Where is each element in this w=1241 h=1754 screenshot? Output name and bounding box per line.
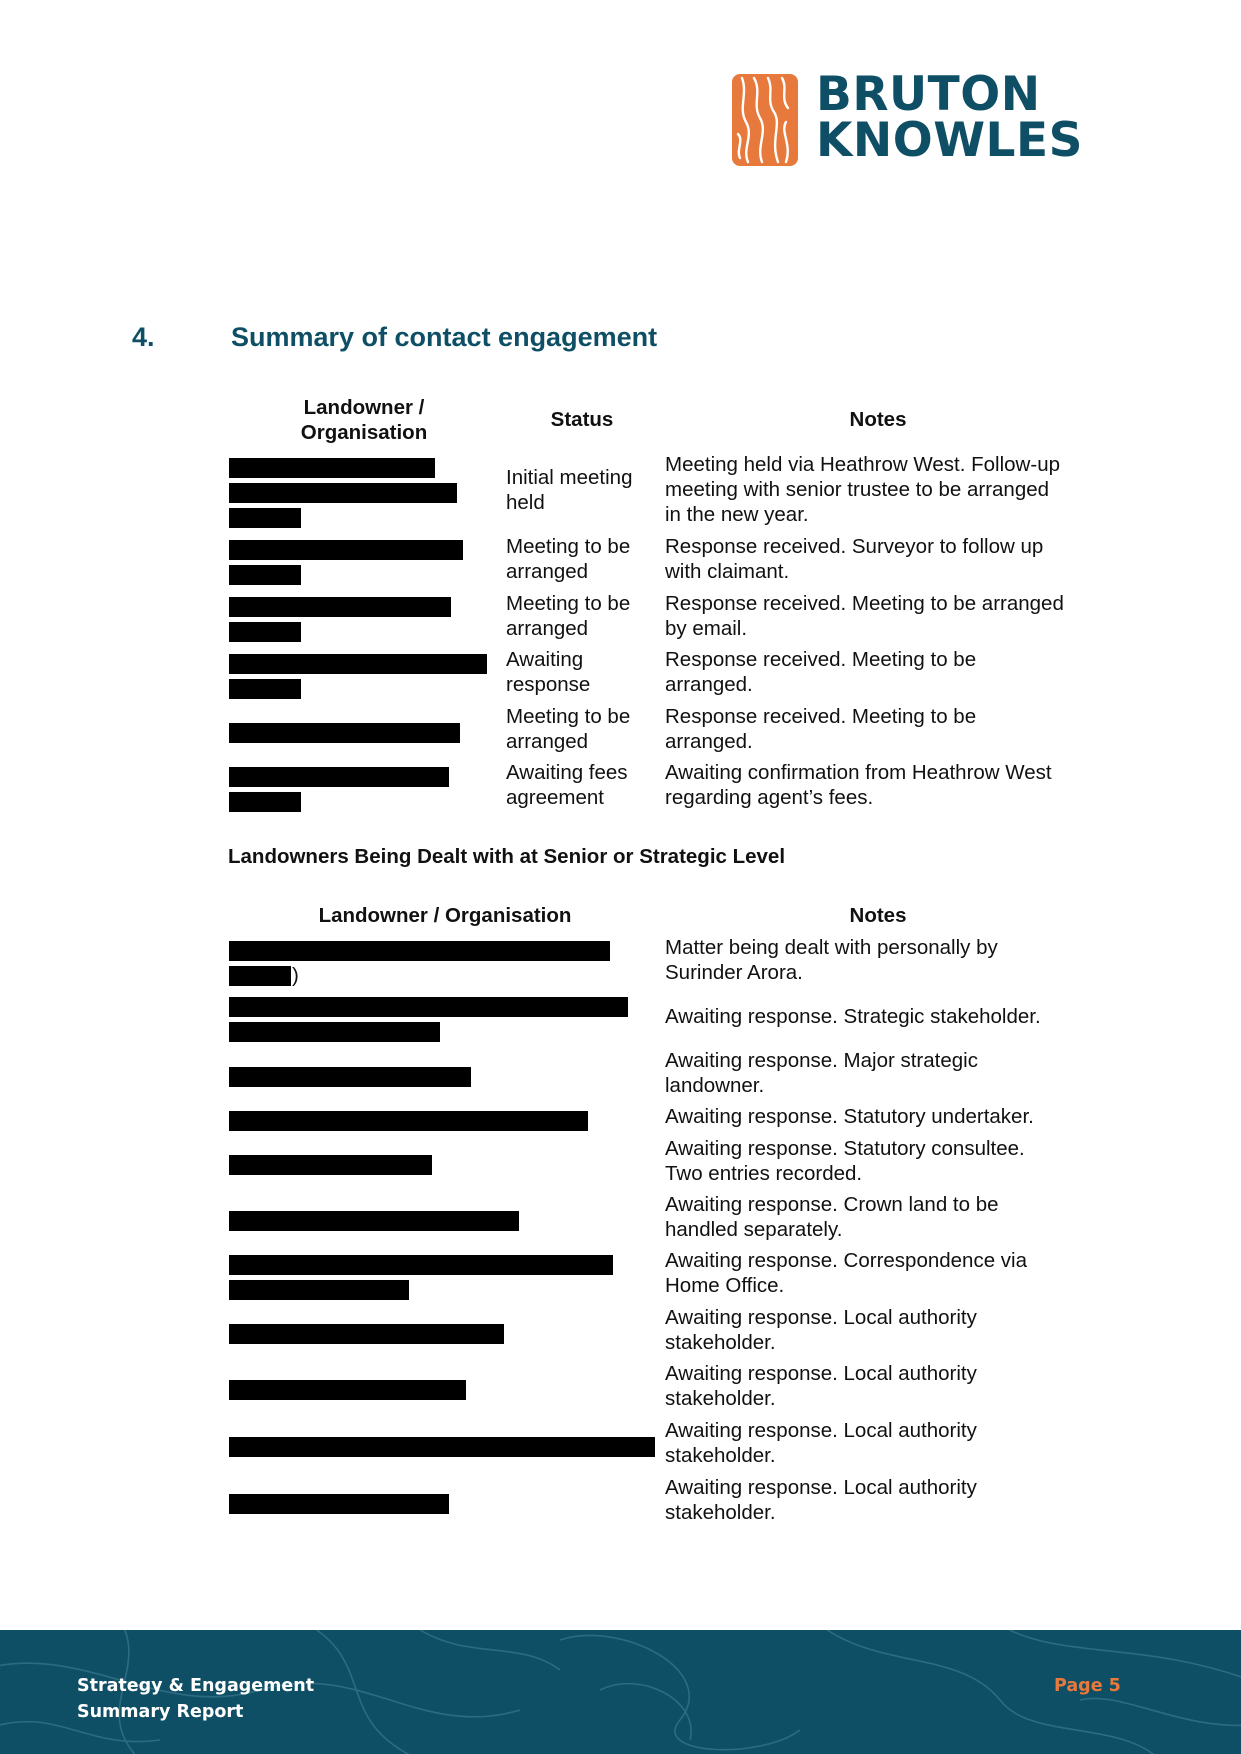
notes-line: Awaiting response. Correspondence via [665,1249,1028,1272]
notes-line: meeting with senior trustee to be arranged [665,478,1050,501]
redaction-bar [229,1494,449,1514]
notes-cell [665,1361,977,1411]
notes-line: Awaiting response. Local authority [665,1306,977,1329]
column-header-notes: Notes [849,904,907,927]
notes-line: by email. [665,617,748,640]
redaction-bar [229,966,291,986]
column-header-status: Status [550,408,614,431]
notes-cell [665,1418,977,1468]
report-title [77,1673,314,1725]
status-cell [506,647,590,697]
status-line: Awaiting [506,648,584,671]
status-line: Meeting to be [506,535,631,558]
redaction-bar [229,508,301,528]
notes-line: Response received. Meeting to be arranged [665,592,1064,615]
notes-cell [665,534,1043,584]
notes-line: arranged. [665,673,753,696]
brand-line-2: KNOWLES [816,113,1083,168]
redaction-bar [229,458,435,478]
notes-line: regarding agent’s fees. [665,786,874,809]
notes-cell [665,1136,1025,1186]
notes-line: Awaiting response. Statutory undertaker. [665,1105,1034,1128]
status-cell [506,760,628,810]
redaction-bar [229,565,301,585]
redaction-bar [229,1211,519,1231]
notes-line: with claimant. [665,560,790,583]
status-line: Meeting to be [506,592,631,615]
status-line: arranged [506,617,589,640]
notes-cell [665,591,1064,641]
notes-line: Two entries recorded. [665,1162,863,1185]
notes-line: stakeholder. [665,1444,776,1467]
notes-cell [665,1004,1041,1029]
page-number: Page 5 [1054,1676,1121,1696]
status-cell [506,465,632,515]
notes-line: Surinder Arora. [665,961,803,984]
notes-line: in the new year. [665,503,809,526]
brand-line-1: BRUTON [816,67,1041,122]
redaction-bar [229,1280,409,1300]
header-line: Landowner / [303,396,425,419]
section-title: Summary of contact engagement [231,322,658,352]
notes-cell [665,1248,1027,1298]
notes-line: Awaiting response. Crown land to be [665,1193,999,1216]
notes-cell [665,1104,1034,1129]
status-line: held [506,491,545,514]
redaction-bar [229,941,610,961]
column-header-landowner [264,395,464,445]
contour-lines-logo-icon [732,74,798,166]
notes-line: Home Office. [665,1274,785,1297]
header-line: Organisation [300,421,428,444]
report-title-line: Strategy & Engagement [77,1676,315,1696]
section-number: 4. [132,322,155,352]
redaction-bar [229,1324,504,1344]
notes-line: Meeting held via Heathrow West. Follow-up [665,453,1060,476]
status-line: arranged [506,560,589,583]
notes-cell [665,1192,999,1242]
brand-logo [732,67,1122,168]
redaction-bar [229,1437,655,1457]
column-header-landowner: Landowner / Organisation [318,904,572,927]
notes-line: Awaiting response. Major strategic [665,1049,978,1072]
notes-line: landowner. [665,1074,765,1097]
notes-line: handled separately. [665,1218,843,1241]
brand-wordmark [816,67,1083,168]
redaction-bar [229,679,301,699]
redaction-bar [229,597,451,617]
notes-line: Response received. Surveyor to follow up [665,535,1044,558]
notes-cell [665,1475,977,1525]
redaction-bar [229,767,449,787]
status-line: Awaiting fees [506,761,628,784]
status-line: Meeting to be [506,705,631,728]
notes-line: Awaiting response. Local authority [665,1476,977,1499]
status-cell [506,591,630,641]
redaction-bar [229,723,460,743]
notes-cell [665,704,976,754]
subsection-heading: Landowners Being Dealt with at Senior or Strategic Level [228,845,786,868]
notes-line: Response received. Meeting to be [665,705,977,728]
notes-line: stakeholder. [665,1501,776,1524]
notes-cell [665,1305,977,1355]
notes-line: Awaiting response. Statutory consultee. [665,1137,1025,1160]
notes-line: stakeholder. [665,1387,776,1410]
notes-line: Awaiting response. Local authority [665,1362,977,1385]
redaction-bar [229,483,457,503]
redaction-bar [229,1022,440,1042]
notes-cell [665,760,1052,810]
redaction-bar [229,1255,613,1275]
redaction-bar [229,622,301,642]
notes-cell [665,935,998,985]
report-title-line: Summary Report [77,1702,244,1722]
status-line: response [506,673,591,696]
status-line: arranged [506,730,589,753]
notes-line: Awaiting response. Strategic stakeholder. [665,1005,1041,1028]
notes-cell [665,1048,978,1098]
redaction-bar [229,997,628,1017]
notes-cell [665,452,1060,527]
redaction-bar [229,1067,471,1087]
notes-cell [665,647,976,697]
notes-line: Awaiting response. Local authority [665,1419,977,1442]
page-footer [0,1630,1241,1754]
redaction-bar [229,1111,588,1131]
status-line: Initial meeting [506,466,633,489]
status-line: agreement [506,786,605,809]
notes-line: Response received. Meeting to be [665,648,977,671]
redaction-bar [229,654,487,674]
notes-line: arranged. [665,730,753,753]
notes-line: stakeholder. [665,1331,776,1354]
status-cell [506,534,630,584]
column-header-notes: Notes [849,408,907,431]
notes-line: Matter being dealt with personally by [665,936,998,959]
redaction-bar [229,1380,466,1400]
redaction-bar [229,1155,432,1175]
status-cell [506,704,630,754]
redaction-suffix: ) [292,964,299,987]
notes-line: Awaiting confirmation from Heathrow West [665,761,1052,784]
redaction-bar [229,540,463,560]
redaction-bar [229,792,301,812]
